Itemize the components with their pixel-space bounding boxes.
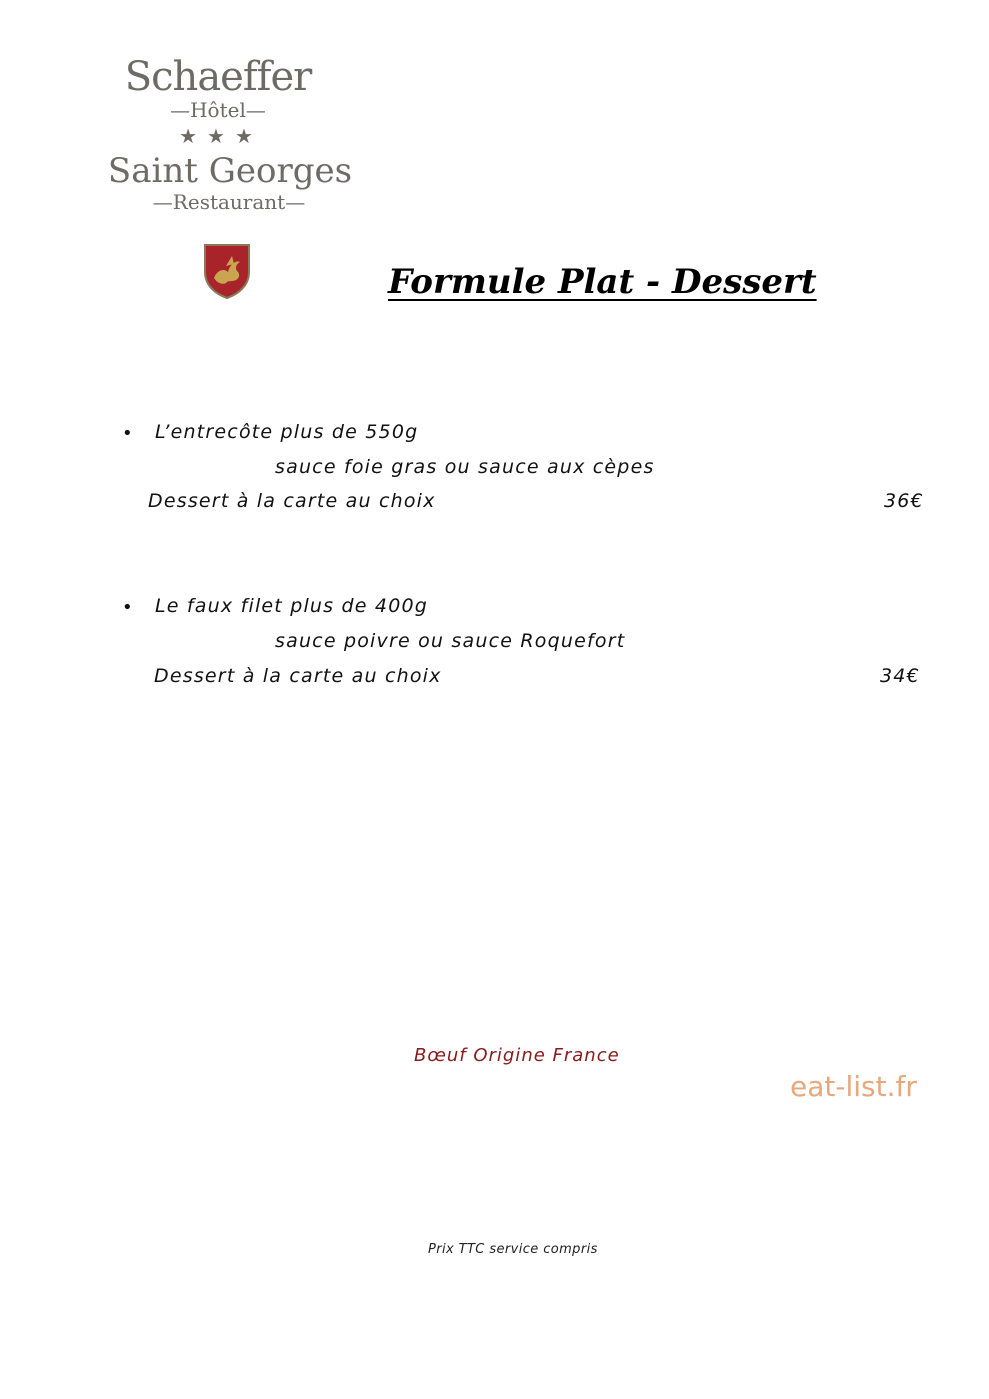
menu-item-price: 34€ — [880, 665, 920, 687]
watermark: eat-list.fr — [790, 1070, 917, 1103]
logo-hotel: —Hôtel— — [170, 98, 266, 122]
logo-name: Schaeffer — [124, 54, 312, 100]
hotel-logo — [100, 55, 360, 213]
menu-item-price: 36€ — [884, 490, 924, 512]
menu-item-sauce: sauce foie gras ou sauce aux cèpes — [275, 456, 655, 478]
price-footer: Prix TTC service compris — [428, 1242, 598, 1257]
menu-item-name: Le faux filet plus de 400g — [155, 595, 429, 617]
beef-origin-note: Bœuf Origine France — [414, 1045, 620, 1066]
bullet-icon: • — [122, 423, 133, 444]
menu-item-dessert: Dessert à la carte au choix — [148, 490, 436, 512]
bullet-icon: • — [122, 597, 133, 618]
logo-restaurant-name: Saint Georges — [107, 151, 353, 191]
menu-item-name: L’entrecôte plus de 550g — [155, 421, 419, 443]
menu-item-dessert: Dessert à la carte au choix — [154, 665, 442, 687]
dragon-crest-icon — [202, 242, 252, 300]
menu-item-sauce: sauce poivre ou sauce Roquefort — [275, 630, 626, 652]
logo-stars: ★★★ — [179, 124, 263, 148]
logo-restaurant: —Restaurant— — [152, 190, 306, 214]
page-title: Formule Plat - Dessert — [388, 262, 817, 302]
